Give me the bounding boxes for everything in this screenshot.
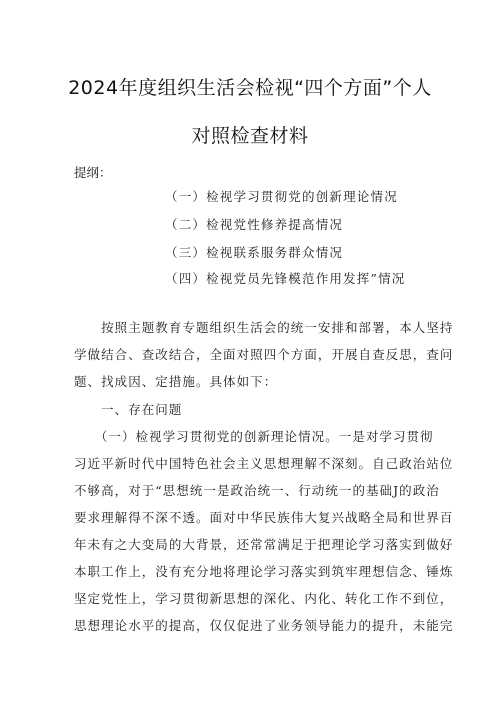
body-text-line: 学做结合、查改结合，全面对照四个方面，开展自查反思，查问 xyxy=(74,347,454,362)
body-text-line: 习近平新时代中国特色社会主义思想理解不深刻。自己政治站位 xyxy=(74,456,454,471)
body-text-line: 年未有之大变局的大背景，还常常满足于把理论学习落实到做好 xyxy=(74,537,454,552)
body-text-line: 要求理解得不深不透。面对中华民族伟大复兴战略全局和世界百 xyxy=(74,510,454,525)
outline-item: （一）检视学习贯彻党的创新理论情况 xyxy=(165,189,398,204)
section-heading: 一、存在问题 xyxy=(74,402,183,417)
outline-item: （二）检视党性修养提高情况 xyxy=(165,217,344,232)
body-text-line: （一）检视学习贯彻党的创新理论情况。一是对学习贯彻 xyxy=(74,429,434,444)
outline-item: （三）检视联系服务群众情况 xyxy=(165,245,344,260)
body-text-line: 本职工作上，没有充分地将理论学习落实到筑牢理想信念、锤炼 xyxy=(74,564,454,579)
body-text-line: 不够高，对于“思想统一是政治统一、行动统一的基础J的政治 xyxy=(74,483,440,498)
body-text-line: 题、找成因、定措施。具体如下： xyxy=(74,374,278,389)
body-text-line: 思想理论水平的提高，仅仅促进了业务领导能力的提升，未能完 xyxy=(74,618,454,633)
outline-item: （四）检视党员先锋模范作用发挥”情况 xyxy=(165,271,406,286)
document-title-line-1: 2024年度组织生活会检视“四个方面”个人 xyxy=(68,77,432,99)
document-title-line-2: 对照检查材料 xyxy=(191,125,309,147)
body-text-line: 按照主题教育专题组织生活会的统一安排和部署，本人坚持 xyxy=(74,320,454,335)
outline-label: 提纲： xyxy=(74,165,112,180)
body-text-line: 坚定党性上，学习贯彻新思想的深化、内化、转化工作不到位， xyxy=(74,591,454,606)
